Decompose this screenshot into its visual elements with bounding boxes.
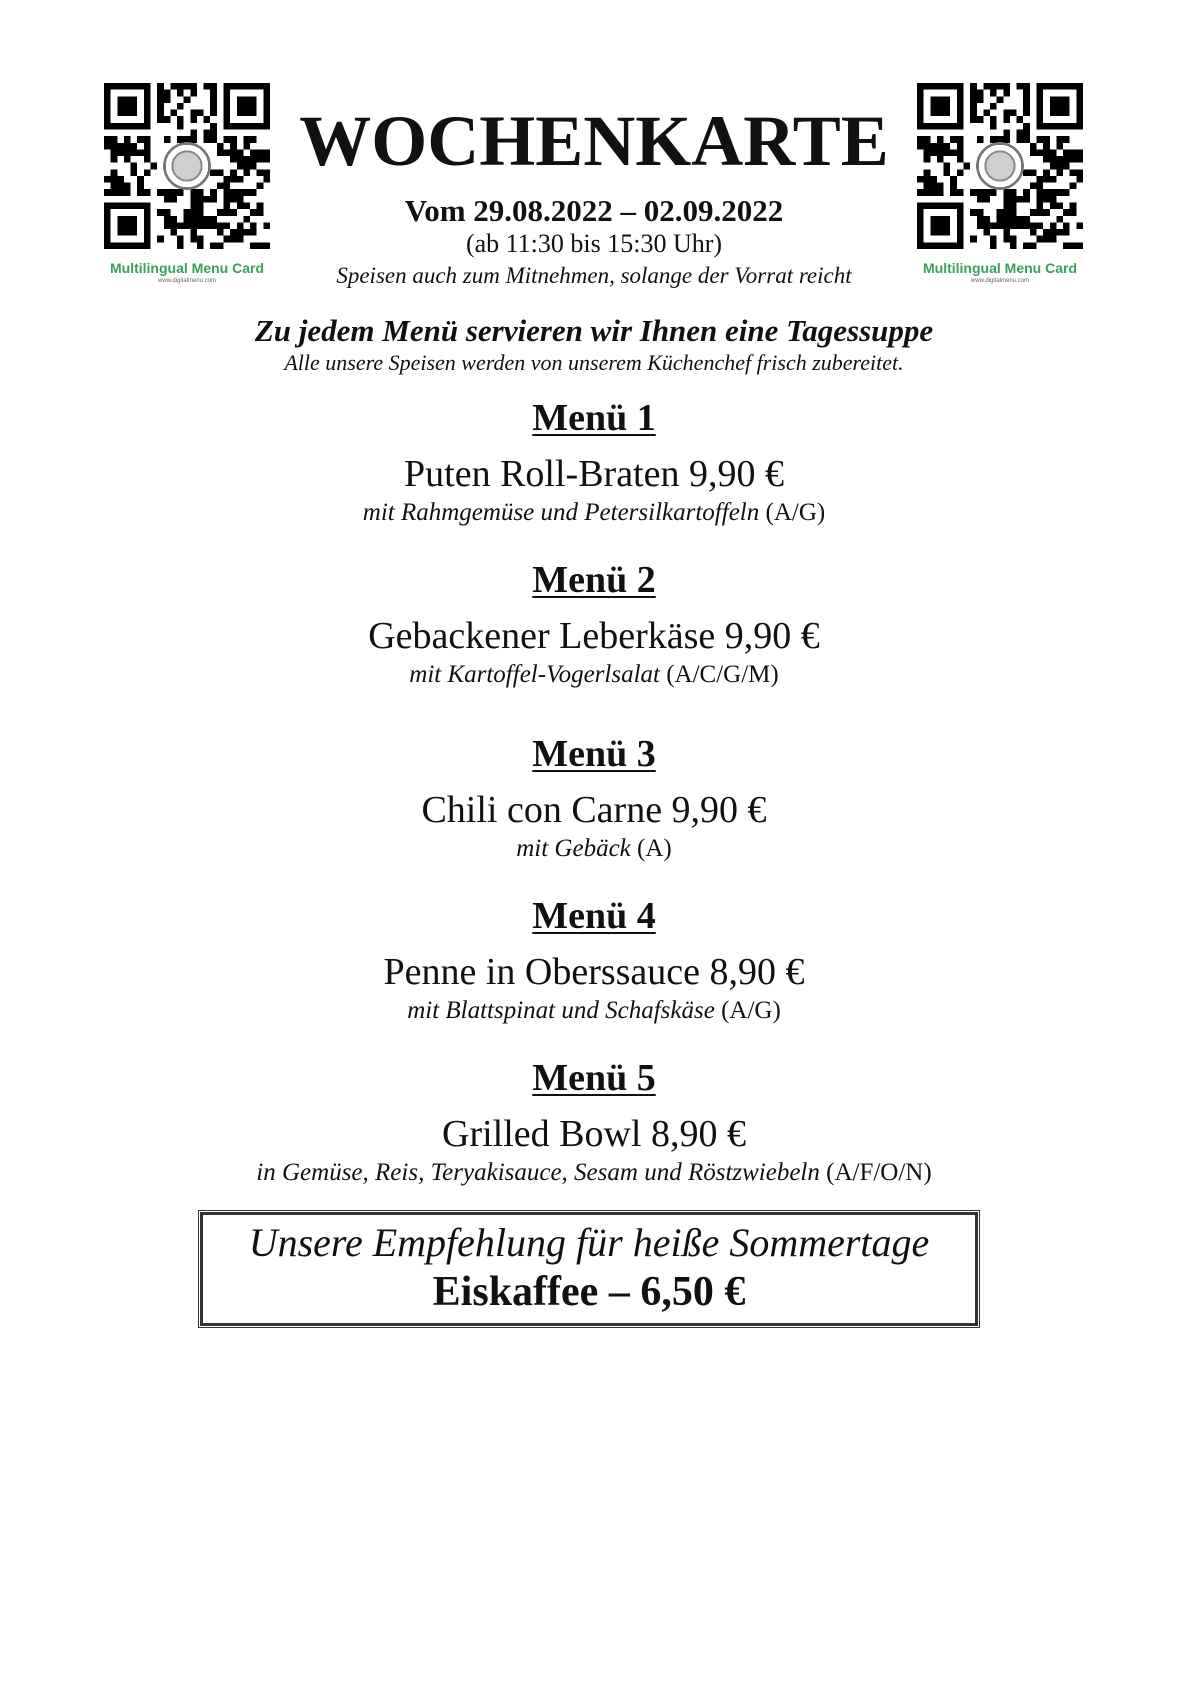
- menu-description: [0, 833, 1188, 865]
- qr-url: www.digitalmenu.com: [970, 278, 1030, 284]
- opening-hours: (ab 11:30 bis 15:30 Uhr): [465, 229, 723, 258]
- menu-sides: mit Gebäck: [516, 835, 631, 862]
- menu-dish: Chili con Carne 9,90 €: [421, 789, 767, 831]
- page-title: WOCHENKARTE: [299, 101, 889, 181]
- menu-sides: mit Rahmgemüse und Petersilkartoffeln: [362, 499, 760, 526]
- qr-code-icon[interactable]: [104, 83, 270, 249]
- menu-heading: Menü 5: [532, 1057, 656, 1099]
- menu-description: [0, 1157, 1188, 1189]
- recommendation-item: Eiskaffee – 6,50 €: [432, 1269, 746, 1315]
- menu-item: [0, 1055, 1188, 1189]
- qr-url: www.digitalmenu.com: [157, 278, 217, 284]
- menu-dish: Grilled Bowl 8,90 €: [442, 1113, 746, 1155]
- date-range: Vom 29.08.2022 – 02.09.2022: [404, 193, 784, 228]
- menu-allergens: (A/G): [765, 499, 826, 526]
- recommendation-line: Unsere Empfehlung für heiße Sommertage: [248, 1220, 930, 1265]
- menu-dish: Penne in Oberssauce 8,90 €: [383, 951, 805, 993]
- qr-code-icon[interactable]: [917, 83, 1083, 249]
- menu-allergens: (A/G): [721, 997, 781, 1024]
- menu-item: [0, 395, 1188, 529]
- qr-block-right[interactable]: [917, 83, 1083, 285]
- menu-heading: Menü 1: [532, 397, 656, 439]
- menu-allergens: (A/C/G/M): [666, 661, 779, 688]
- menu-heading: Menü 4: [532, 895, 656, 937]
- menu-allergens: (A/F/O/N): [826, 1159, 932, 1186]
- menu-description: [0, 659, 1188, 691]
- menu-heading: Menü 2: [532, 559, 656, 601]
- menu-sides: in Gemüse, Reis, Teryakisauce, Sesam und Röstzwiebeln: [256, 1159, 820, 1186]
- menu-heading: Menü 3: [532, 733, 656, 775]
- menu-sides: mit Kartoffel-Vogerlsalat: [409, 661, 660, 688]
- soup-note: Zu jedem Menü servieren wir Ihnen eine Tagessuppe: [254, 313, 934, 348]
- menu-dish: Gebackener Leberkäse 9,90 €: [368, 615, 820, 657]
- menu-item: [0, 893, 1188, 1027]
- menu-dish: Puten Roll-Braten 9,90 €: [404, 453, 784, 495]
- qr-block-left[interactable]: [104, 83, 270, 285]
- menu-item: [0, 557, 1188, 691]
- menu-description: [0, 497, 1188, 529]
- menu-item: [0, 731, 1188, 865]
- menu-allergens: (A): [637, 835, 672, 862]
- qr-caption: Multilingual Menu Card: [110, 260, 264, 276]
- fresh-note: Alle unsere Speisen werden von unserem Küchenchef frisch zubereitet.: [284, 350, 904, 375]
- menu-description: [0, 995, 1188, 1027]
- recommendation-box: [200, 1212, 978, 1326]
- takeaway-note: Speisen auch zum Mitnehmen, solange der Vorrat reicht: [336, 263, 852, 288]
- menu-sides: mit Blattspinat und Schafskäse: [407, 997, 715, 1024]
- qr-caption: Multilingual Menu Card: [923, 260, 1077, 276]
